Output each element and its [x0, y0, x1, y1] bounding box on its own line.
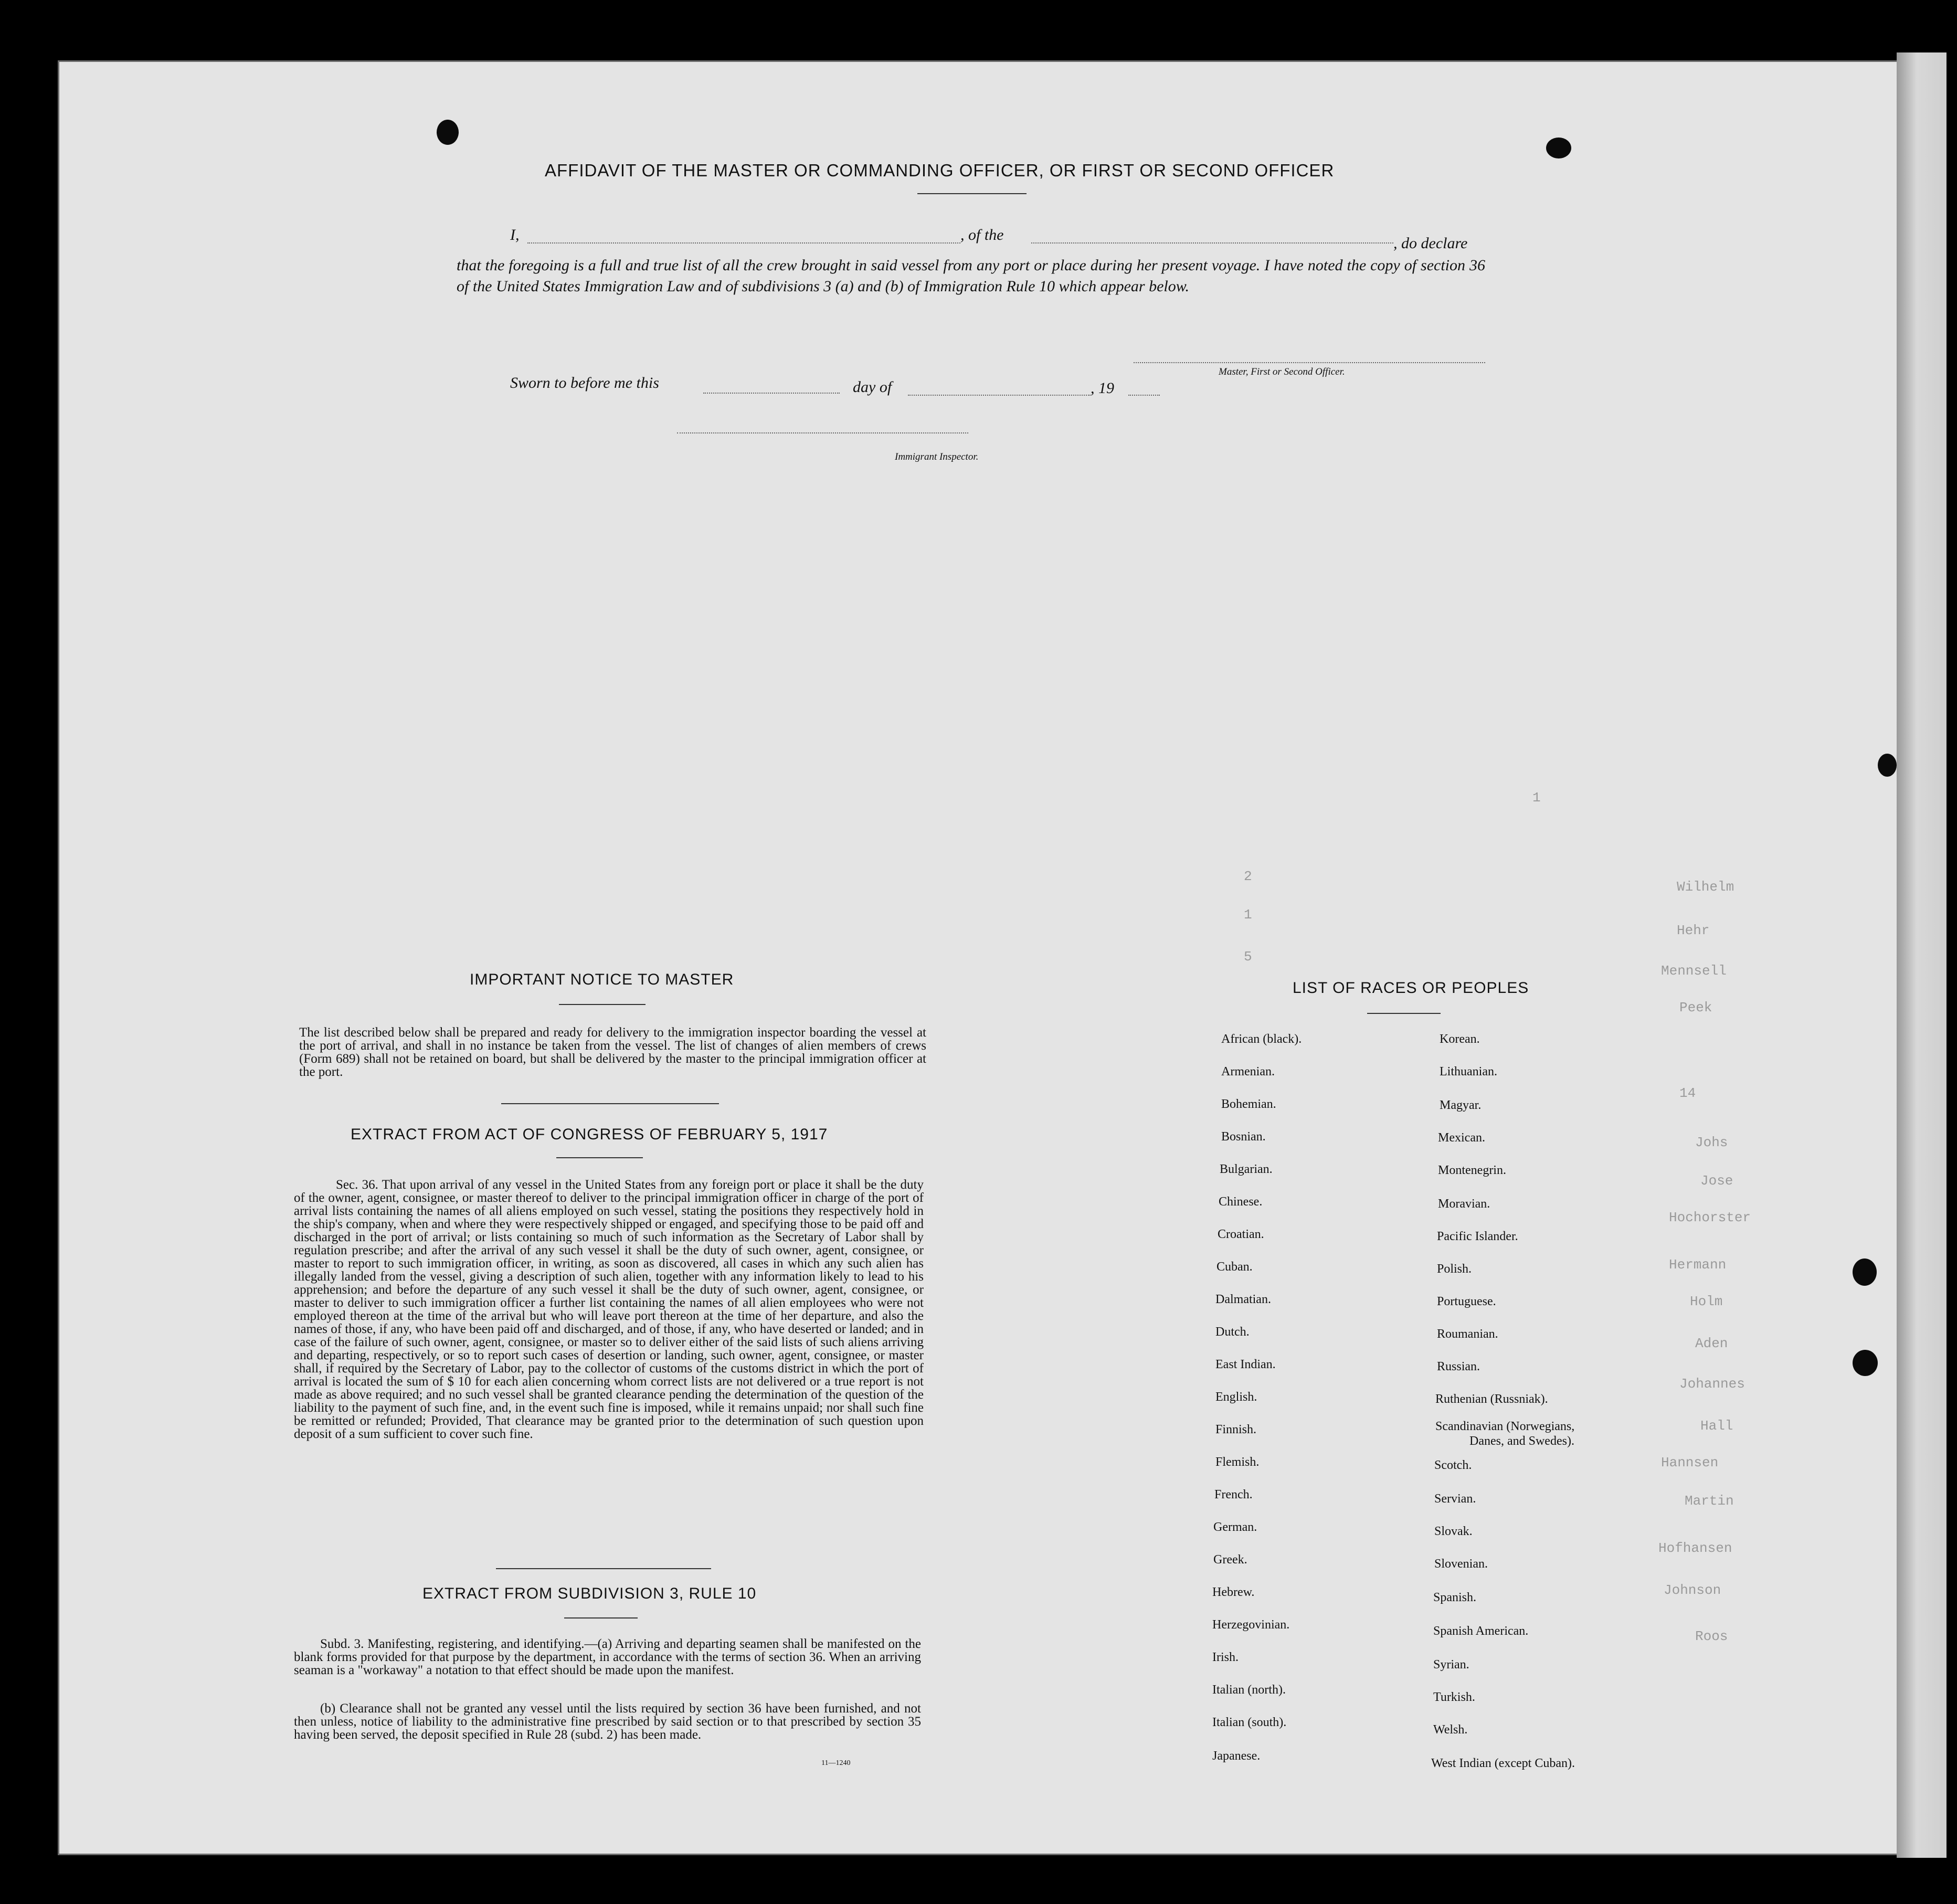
bleed-right-11: Aden [1695, 1336, 1728, 1351]
race-item: Russian. [1437, 1360, 1480, 1373]
punch-hole [437, 120, 459, 145]
act-text: Sec. 36. That upon arrival of any vessel in the United States from any foreign port or place it shall be the duty of the owner, agent, consignee, or master thereof to deliver to the principal immigration officer in charge of the port of arrival lists containing the names of all aliens employed on such vessel, stating the positions they respectively hold in the ship's company, when and where they were respectively shipped or engaged, and specifying those to be paid off and discharged in the port of arrival; or lists containing so much of such information as the Secretary of Labor shall by regulation prescribe; and after the arrival of any such vessel it shall be the duty of such owner, agent, consignee, or master to report to such immigration officer, in writing, as soon as discovered, all cases in which any such alien has illegally landed from the vessel, giving a description of such alien, together with any information likely to lead to his apprehension; and before the departure of any such vessel it shall be the duty of such owner, agent, consignee, or master to deliver to such immigration officer a further list containing the names of all alien employees who were not employed thereon at the time of the arrival but who will leave port thereon at the time of her departure, and also the names of those, if any, who have been paid off and discharged, and of those, if any, who have deserted or landed; and in case of the failure of such owner, agent, consignee, or master so to deliver either of the said lists of such aliens arriving and departing, respectively, or so to report such cases of desertion or landing, such owner, agent, consignee, or master shall, if required by the Secretary of Labor, pay to the collector of customs of the customs district in which the port of arrival is located the sum of $ 10 for each alien concerning whom correct lists are not delivered or a true report is not made as above required; and no such vessel shall be granted clearance pending the determination of the question of the liability to the payment of such fine, and, in the event such fine is imposed, while it remains unpaid; nor shall such fine be remitted or refunded; Provided, That clearance may be granted prior to the determination of such question upon deposit of a sum sufficient to cover such fine. [294, 1178, 924, 1441]
page-edge [1897, 52, 1947, 1858]
bleed-right-7: Jose [1700, 1173, 1733, 1189]
master-signature-line[interactable] [1134, 362, 1485, 363]
race-item: Herzegovinian. [1212, 1618, 1290, 1632]
bleed-right-13: Hall [1700, 1418, 1733, 1434]
title-divider [917, 193, 1027, 194]
race-item: Roumanian. [1437, 1327, 1498, 1341]
race-item: Korean. [1440, 1032, 1480, 1046]
form-number: 11—1240 [821, 1759, 851, 1767]
notice-end-rule [501, 1103, 719, 1104]
race-item: Flemish. [1215, 1455, 1260, 1469]
bleed-right-2: Hehr [1677, 923, 1710, 938]
bleed-right-12: Johannes [1679, 1376, 1745, 1392]
bleed-right-15: Martin [1685, 1493, 1734, 1509]
race-item: Servian. [1434, 1492, 1476, 1506]
race-item: Bulgarian. [1220, 1162, 1273, 1176]
rule-text-b: (b) Clearance shall not be granted any vessel until the lists required by section 36 have been furnished, and not then unless, notice of liability to the administrative fine prescribed by said section or to that prescribed by section 35 having been served, the deposit specified in Rule 28 (subd. 2) has been made. [294, 1701, 921, 1742]
race-item: Cuban. [1216, 1260, 1253, 1274]
race-item: Montenegrin. [1438, 1163, 1506, 1177]
race-item: Danes, and Swedes). [1469, 1434, 1574, 1448]
master-signature-label: Master, First or Second Officer. [1219, 366, 1345, 377]
bleed-mid-4: 5 [1244, 949, 1252, 965]
race-item: Polish. [1437, 1262, 1472, 1276]
race-item: African (black). [1221, 1032, 1302, 1046]
affidavit-title: AFFIDAVIT OF THE MASTER OR COMMANDING OFFICER, OR FIRST OR SECOND OFFICER [545, 161, 1335, 180]
act-divider [556, 1157, 643, 1158]
inspector-signature-line[interactable] [677, 432, 968, 433]
race-item: Mexican. [1438, 1131, 1485, 1145]
race-item: Japanese. [1212, 1749, 1261, 1763]
race-item: Slovak. [1434, 1525, 1473, 1538]
document-page [58, 60, 1916, 1855]
bleed-right-6: Johs [1695, 1135, 1728, 1150]
month-field[interactable] [908, 395, 1091, 396]
races-divider [1367, 1013, 1441, 1014]
race-item: Finnish. [1215, 1423, 1257, 1436]
race-item: Chinese. [1219, 1195, 1263, 1209]
notice-text: The list described below shall be prepared and ready for delivery to the immigration inspector boarding the vessel at the port of arrival, and shall in no instance be taken from the vessel. The list of changes of alien members of crews (Form 689) shall not be retained on board, but shall be delivered by the master to the principal immigration officer at the port. [299, 1025, 926, 1079]
bleed-right-16: Hofhansen [1658, 1540, 1732, 1556]
day-of-label: day of [853, 378, 892, 396]
race-item: Moravian. [1438, 1197, 1490, 1211]
race-item: West Indian (except Cuban). [1431, 1757, 1575, 1770]
race-item: Spanish. [1433, 1591, 1477, 1604]
race-item: Scandinavian (Norwegians, [1435, 1420, 1575, 1433]
race-item: Greek. [1213, 1553, 1247, 1567]
affidavit-of-the: , of the [960, 226, 1004, 244]
race-item: English. [1215, 1390, 1257, 1404]
bleed-mid-3: 1 [1244, 907, 1252, 923]
bleed-right-14: Hannsen [1661, 1455, 1719, 1471]
bleed-right-9: Hermann [1669, 1257, 1727, 1273]
race-item: Portuguese. [1437, 1295, 1496, 1308]
race-item: Magyar. [1440, 1098, 1482, 1112]
act-title: EXTRACT FROM ACT OF CONGRESS OF FEBRUARY 5, 1917 [351, 1126, 828, 1143]
affidavit-text: that the foregoing is a full and true list of all the crew brought in said vessel from any port or place during her present voyage. I have noted the copy of section 36 of the United States Immigration Law and of subdivisions 3 (a) and (b) of Immigration Rule 10 which appear below. [457, 257, 1485, 295]
notice-divider [559, 1004, 646, 1005]
race-item: Hebrew. [1212, 1585, 1255, 1599]
bleed-right-1: Wilhelm [1677, 879, 1734, 895]
race-item: Ruthenian (Russniak). [1435, 1392, 1548, 1406]
race-item: Slovenian. [1434, 1557, 1488, 1571]
race-item: Syrian. [1433, 1658, 1469, 1672]
race-item: French. [1214, 1488, 1253, 1501]
year-field[interactable] [1128, 395, 1160, 396]
race-item: Scotch. [1434, 1458, 1472, 1472]
race-item: Dutch. [1215, 1325, 1250, 1339]
name-field[interactable] [527, 242, 960, 244]
bleed-right-17: Johnson [1664, 1582, 1721, 1598]
notice-title: IMPORTANT NOTICE TO MASTER [470, 971, 734, 988]
punch-hole [1853, 1350, 1878, 1376]
bleed-right-18: Roos [1695, 1628, 1728, 1644]
race-item: Dalmatian. [1215, 1293, 1271, 1306]
affidavit-i: I, [510, 226, 520, 244]
bleed-right-8: Hochorster [1669, 1210, 1751, 1225]
rule-title: EXTRACT FROM SUBDIVISION 3, RULE 10 [422, 1585, 757, 1602]
act-end-rule [496, 1568, 711, 1569]
race-item: Welsh. [1433, 1723, 1468, 1737]
rule-text-a: Subd. 3. Manifesting, registering, and identifying.—(a) Arriving and departing seamen shall be manifested on the blank forms provided for that purpose by the department, in accordance with the terms of section 36. When an arriving seaman is a "workaway" a notation to that effect should be made upon the manifest. [294, 1637, 921, 1677]
race-item: Irish. [1212, 1651, 1239, 1664]
vessel-field[interactable] [1031, 242, 1393, 244]
race-item: Bohemian. [1221, 1097, 1276, 1111]
bleed-mid-1: 1 [1532, 790, 1541, 806]
bleed-right-5: 14 [1679, 1085, 1696, 1101]
rule-divider [564, 1617, 638, 1619]
race-item: Bosnian. [1221, 1130, 1266, 1144]
race-item: East Indian. [1215, 1358, 1276, 1371]
punch-hole [1853, 1258, 1877, 1286]
bleed-right-10: Holm [1690, 1294, 1723, 1309]
race-item: Turkish. [1433, 1690, 1475, 1704]
sworn-label: Sworn to before me this [510, 374, 659, 392]
punch-hole [1878, 754, 1897, 777]
bleed-right-4: Peek [1679, 1000, 1712, 1016]
race-item: Italian (south). [1212, 1716, 1287, 1729]
bleed-mid-2: 2 [1244, 869, 1252, 884]
race-item: Pacific Islander. [1437, 1230, 1518, 1243]
race-item: Lithuanian. [1440, 1065, 1497, 1078]
bleed-right-3: Mennsell [1661, 963, 1727, 979]
race-item: Croatian. [1218, 1228, 1264, 1241]
race-item: Italian (north). [1212, 1683, 1286, 1697]
year-label: , 19 [1091, 379, 1114, 397]
punch-hole [1546, 137, 1571, 158]
affidavit-do-declare: , do declare [1393, 235, 1468, 252]
race-item: Armenian. [1221, 1065, 1275, 1078]
inspector-signature-label: Immigrant Inspector. [895, 451, 979, 462]
races-title: LIST OF RACES OR PEOPLES [1293, 979, 1529, 997]
race-item: Spanish American. [1433, 1624, 1529, 1638]
race-item: German. [1213, 1520, 1257, 1534]
day-field[interactable] [703, 393, 840, 394]
